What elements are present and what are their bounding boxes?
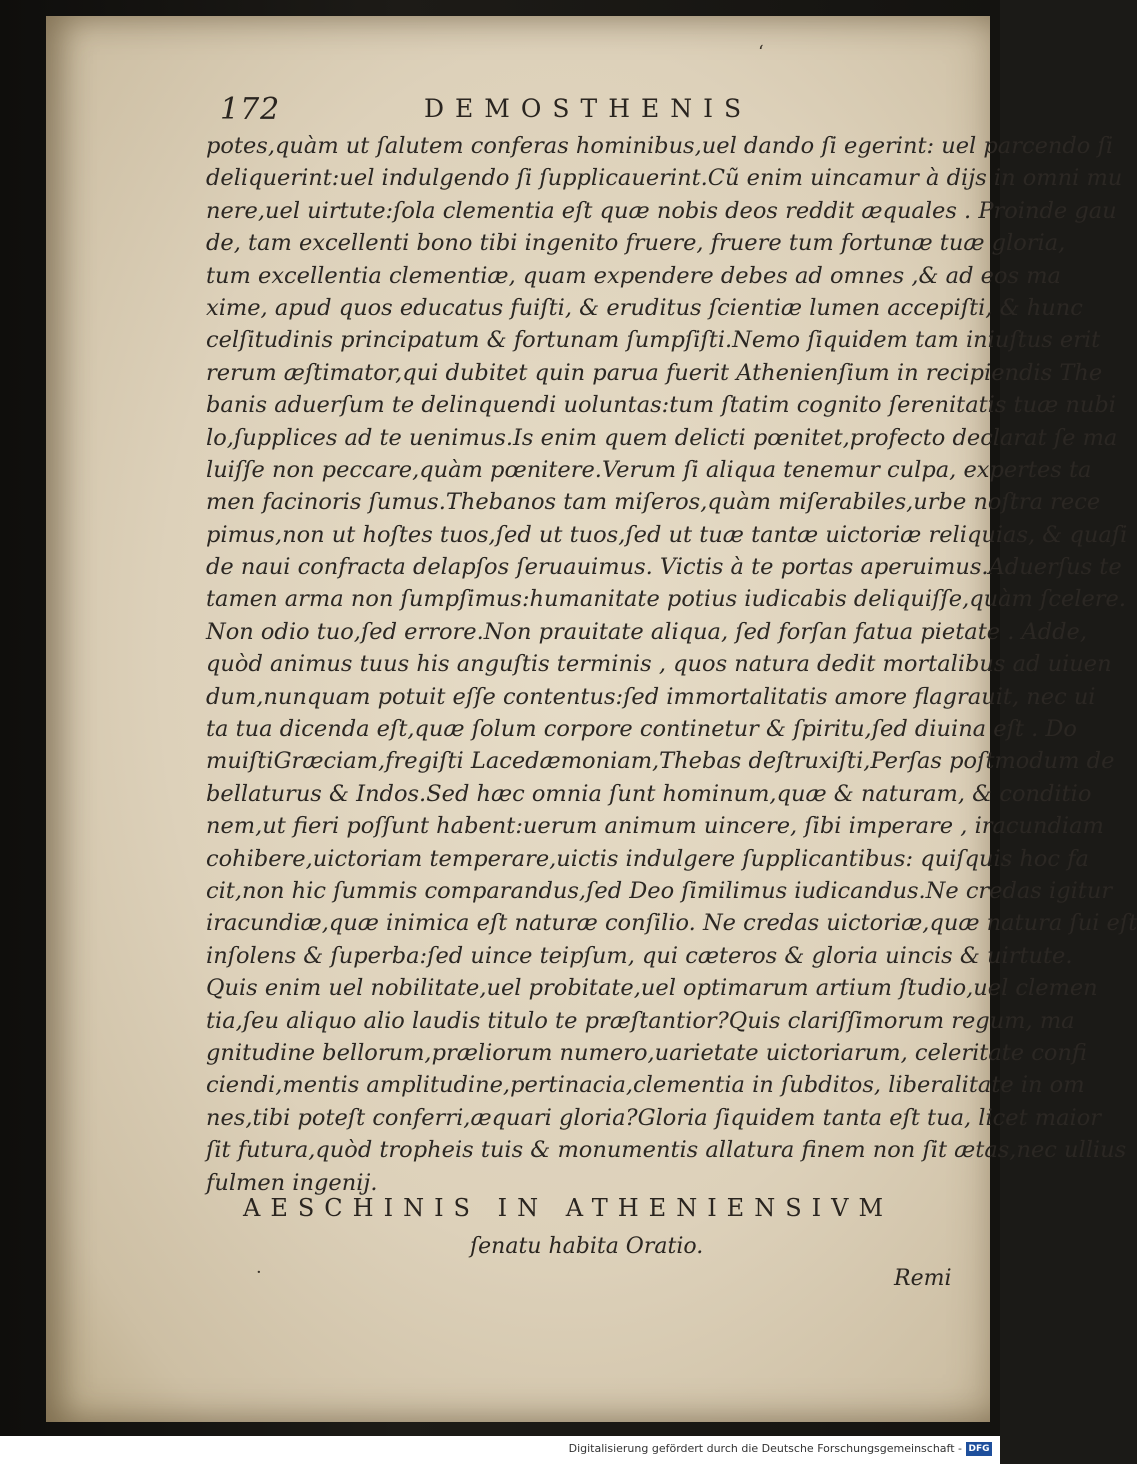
text-line: iracundiæ,quæ inimica eſt naturæ conſilio. Ne credas uictoriæ,quæ natura ſui eſt <box>206 910 1137 937</box>
page-number: 172 <box>220 92 281 127</box>
text-line: inſolens & ſuperba:ſed uince teipſum, qui cæteros & gloria uincis & uirtute. <box>206 942 1073 969</box>
text-line: pimus,non ut hoſtes tuos,ſed ut tuos,ſed ut tuæ tantæ uictoriæ reliquias, & quaſi <box>206 521 1128 548</box>
margin-mark: · <box>256 1262 262 1283</box>
section-subtitle: ſenatu habita Oratio. <box>470 1234 704 1259</box>
text-line: de, tam excellenti bono tibi ingenito fruere, fruere tum fortunæ tuæ gloria, <box>206 230 1066 257</box>
text-line: nem,ut fieri poſſunt habent:uerum animum uincere, ſibi imperare , iracundiam <box>206 813 1104 840</box>
text-line: bellaturus & Indos.Sed hæc omnia ſunt hominum,quæ & naturam, & conditio <box>206 780 1092 807</box>
text-line: tia,ſeu aliquo alio laudis titulo te præſtantior?Quis clariſſimorum regum, ma <box>206 1007 1075 1034</box>
text-line: cohibere,uictoriam temperare,uictis indulgere ſupplicantibus: quiſquis hoc fa <box>206 845 1089 872</box>
text-line: Non odio tuo,ſed errore.Non prauitate aliqua, ſed forſan fatua pietate . Adde, <box>206 618 1088 645</box>
section-title: AESCHINIS IN ATHENIENSIVM <box>243 1194 894 1222</box>
text-line: men facinoris ſumus.Thebanos tam miſeros,quàm miſerabiles,urbe noſtra rece <box>206 489 1101 516</box>
text-line: rerum æſtimator,qui dubitet quin parua fuerit Athenienſium in recipiendis The <box>206 359 1103 386</box>
dfg-logo-icon: DFG <box>966 1442 992 1456</box>
text-line: cit,non hic ſummis comparandus,ſed Deo ſimilimus iudicandus.Ne credas igitur <box>206 877 1113 904</box>
text-line: gnitudine bellorum,præliorum numero,uarietate uictoriarum, celeritate confi <box>206 1039 1087 1066</box>
catchword: Remi <box>894 1266 952 1291</box>
text-line: potes,quàm ut ſalutem conferas hominibus,uel dando ſi egerint: uel parcendo ſi <box>206 133 1114 159</box>
margin-mark: ‘ <box>758 42 764 63</box>
text-line: dum,nunquam potuit eſſe contentus:ſed immortalitatis amore flagrauit, nec ui <box>206 683 1096 710</box>
text-line: quòd animus tuus his anguſtis terminis , quos natura dedit mortalibus ad uiuen <box>206 651 1112 678</box>
text-line: ciendi,mentis amplitudine,pertinacia,clementia in ſubditos, liberalitate in om <box>206 1072 1085 1099</box>
text-line: lo,ſupplices ad te uenimus.Is enim quem delicti pœnitet,profecto declarat ſe ma <box>206 424 1118 451</box>
text-line: ta tua dicenda eſt,quæ ſolum corpore continetur & ſpiritu,ſed diuina eſt . Do <box>206 716 1077 743</box>
text-line: tum excellentia clementiæ, quam expendere debes ad omnes ,& ad eos ma <box>206 262 1061 289</box>
funding-credit: Digitalisierung gefördert durch die Deutsche Forschungsgemeinschaft - <box>568 1442 962 1455</box>
text-line: ſit futura,quòd tropheis tuis & monumentis allatura finem non ſit ætas,nec ullius <box>206 1137 1127 1164</box>
text-line: nes,tibi poteſt conferri,æquari gloria?Gloria ſiquidem tanta eſt tua, licet maior <box>206 1104 1102 1131</box>
text-line: nere,uel uirtute:ſola clementia eſt quæ nobis deos reddit æquales . Proinde gau <box>206 197 1117 224</box>
text-line: deliquerint:uel indulgendo ſi ſupplicauerint.Cũ enim uincamur à dijs in omni mu <box>206 165 1123 192</box>
text-line: luiſſe non peccare,quàm pœnitere.Verum ſi aliqua tenemur culpa, expertes ta <box>206 456 1092 483</box>
text-line: muiſtiGræciam,fregiſti Lacedæmoniam,Thebas deſtruxiſti,Perſas poſtmodum de <box>206 748 1115 775</box>
footer-bar <box>0 1436 1000 1464</box>
body-text <box>206 130 1137 1199</box>
text-line: xime, apud quos educatus fuiſti, & eruditus ſcientiæ lumen accepiſti, & hunc <box>206 294 1083 321</box>
running-head: DEMOSTHENIS <box>424 94 753 123</box>
page-header <box>46 90 990 130</box>
text-line: celſitudinis principatum & fortunam ſumpſiſti.Nemo ſiquidem tam iniuſtus erit <box>206 327 1101 354</box>
text-line: tamen arma non ſumpſimus:humanitate potius iudicabis deliquiſſe,quàm ſcelere. <box>206 586 1126 613</box>
text-line: Quis enim uel nobilitate,uel probitate,uel optimarum artium ſtudio,uel clemen <box>206 975 1098 1002</box>
text-line: banis aduerſum te delinquendi uoluntas:tum ſtatim cognito ſerenitatis tuæ nubi <box>206 392 1116 419</box>
text-line: de naui confracta delapſos ſeruauimus. Victis à te portas aperuimus.Aduerſus te <box>206 554 1122 581</box>
text-line: fulmen ingenij. <box>206 1169 378 1196</box>
book-page <box>46 16 1137 1422</box>
